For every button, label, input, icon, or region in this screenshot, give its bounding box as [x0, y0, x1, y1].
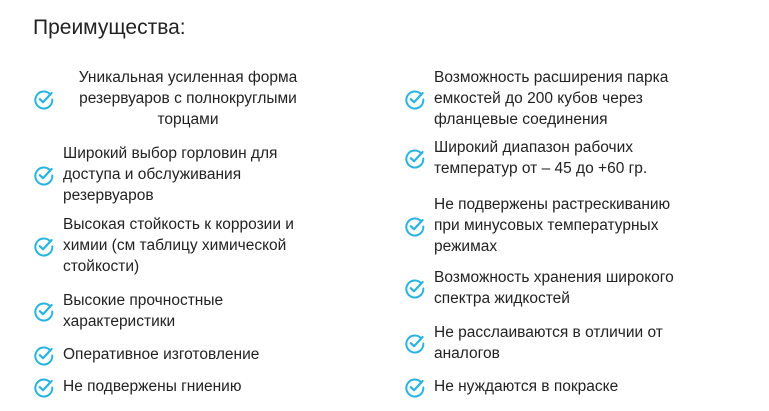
feature-text: Оперативное изготовление: [63, 346, 260, 363]
feature-text: Широкий выбор горловин для доступа и обслуживания резервуаров: [63, 145, 278, 204]
check-circle-icon: [404, 332, 426, 354]
feature-item: [33, 376, 363, 397]
feature-item: [33, 344, 363, 365]
feature-text: Высокая стойкость к коррозии и химии (см таблицу химической стойкости): [63, 216, 294, 275]
page-title: Преимущества:: [33, 16, 186, 39]
feature-text: Не подвержены гниению: [63, 378, 242, 395]
check-circle-icon: [33, 300, 55, 322]
feature-item: [404, 322, 734, 364]
check-circle-icon: [33, 235, 55, 257]
check-circle-icon: [404, 277, 426, 299]
feature-text: Возможность хранения широкого спектра жидкостей: [434, 269, 674, 307]
check-circle-icon: [33, 164, 55, 186]
feature-text: Не подвержены растрескиванию при минусовых температурных режимах: [434, 196, 671, 255]
feature-item: [404, 376, 734, 397]
feature-item: [33, 67, 363, 130]
feature-item: [404, 194, 734, 257]
feature-item: [33, 143, 363, 206]
feature-text: Широкий диапазон рабочих температур от – 45 до +60 гр.: [434, 139, 648, 177]
feature-text: Не расслаиваются в отличии от аналогов: [434, 324, 663, 362]
feature-item: [33, 214, 363, 277]
feature-item: [404, 267, 734, 309]
feature-text: Не нуждаются в покраске: [434, 378, 619, 395]
feature-text: Высокие прочностные характеристики: [63, 292, 224, 330]
check-circle-icon: [404, 88, 426, 110]
check-circle-icon: [404, 376, 426, 398]
check-circle-icon: [33, 88, 55, 110]
feature-item: [404, 67, 734, 130]
feature-item: [33, 290, 363, 332]
feature-text: Уникальная усиленная форма резервуаров с полнокруглыми торцами: [78, 69, 298, 128]
check-circle-icon: [33, 376, 55, 398]
check-circle-icon: [404, 147, 426, 169]
check-circle-icon: [33, 344, 55, 366]
feature-item: [404, 137, 734, 179]
check-circle-icon: [404, 215, 426, 237]
feature-text: Возможность расширения парка емкостей до 200 кубов через фланцевые соединения: [434, 69, 669, 128]
